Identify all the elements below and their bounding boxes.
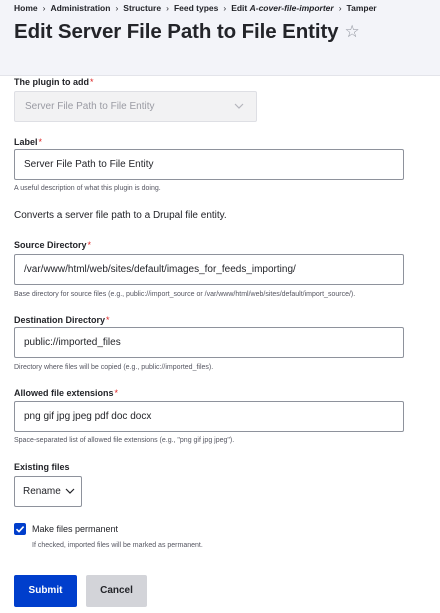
breadcrumb-separator: ›	[338, 3, 342, 13]
breadcrumb-separator: ›	[115, 3, 119, 13]
plugin-select	[14, 91, 257, 122]
existing-files-label: Existing files	[14, 462, 70, 472]
submit-button[interactable]: Submit	[14, 575, 77, 607]
breadcrumb-edit-name: A-cover-file-importer	[249, 3, 334, 13]
breadcrumb-separator: ›	[42, 3, 46, 13]
breadcrumb-tamper[interactable]: Tamper	[346, 3, 377, 13]
breadcrumb-structure[interactable]: Structure	[123, 3, 162, 13]
plugin-note: Converts a server file path to a Drupal file entity.	[14, 210, 227, 221]
make-permanent-description: If checked, imported files will be marked as permanent.	[32, 542, 203, 549]
existing-files-value: Rename	[23, 486, 61, 497]
make-permanent-label[interactable]: Make files permanent	[32, 524, 119, 534]
breadcrumb-separator: ›	[223, 3, 227, 13]
source-directory-description: Base directory for source files (e.g., public://import_source or /var/www/html/web/sites/default/import_source/).	[14, 291, 356, 298]
star-icon[interactable]: ☆	[344, 22, 360, 41]
extensions-description: Space-separated list of allowed file extensions (e.g., "png gif jpg jpeg").	[14, 437, 235, 444]
existing-files-select[interactable]	[14, 476, 82, 507]
source-directory-input[interactable]: /var/www/html/web/sites/default/images_for_feeds_importing/	[14, 254, 404, 285]
cancel-button[interactable]: Cancel	[86, 575, 147, 607]
page-title: Edit Server File Path to File Entity	[14, 20, 339, 43]
plugin-select-value: Server File Path to File Entity	[25, 101, 155, 112]
plugin-label: The plugin to add*	[14, 77, 94, 87]
label-field-label: Label*	[14, 137, 43, 147]
breadcrumb-edit-importer[interactable]	[231, 3, 334, 13]
make-permanent-checkbox[interactable]	[14, 523, 26, 535]
breadcrumb-separator: ›	[166, 3, 169, 13]
destination-directory-input[interactable]: public://imported_files	[14, 327, 404, 358]
destination-directory-description: Directory where files will be copied (e.g., public://imported_files).	[14, 364, 214, 371]
breadcrumb-home[interactable]: Home	[14, 3, 38, 13]
checkmark-icon	[14, 523, 26, 535]
destination-directory-label: Destination Directory*	[14, 315, 110, 325]
extensions-input[interactable]: png gif jpg jpeg pdf doc docx	[14, 401, 404, 432]
breadcrumb	[14, 3, 426, 14]
chevron-down-icon	[234, 92, 244, 133]
label-input[interactable]: Server File Path to File Entity	[14, 149, 404, 180]
breadcrumb-feed-types[interactable]: Feed types	[173, 3, 219, 13]
source-directory-label: Source Directory*	[14, 240, 92, 250]
label-description: A useful description of what this plugin is doing.	[14, 185, 161, 192]
extensions-label: Allowed file extensions*	[14, 388, 119, 398]
breadcrumb-administration[interactable]: Administration	[50, 3, 111, 13]
page-title-row	[14, 20, 426, 44]
chevron-down-icon	[65, 477, 75, 518]
breadcrumb-edit-prefix: Edit	[231, 3, 250, 13]
page-header	[0, 0, 440, 76]
